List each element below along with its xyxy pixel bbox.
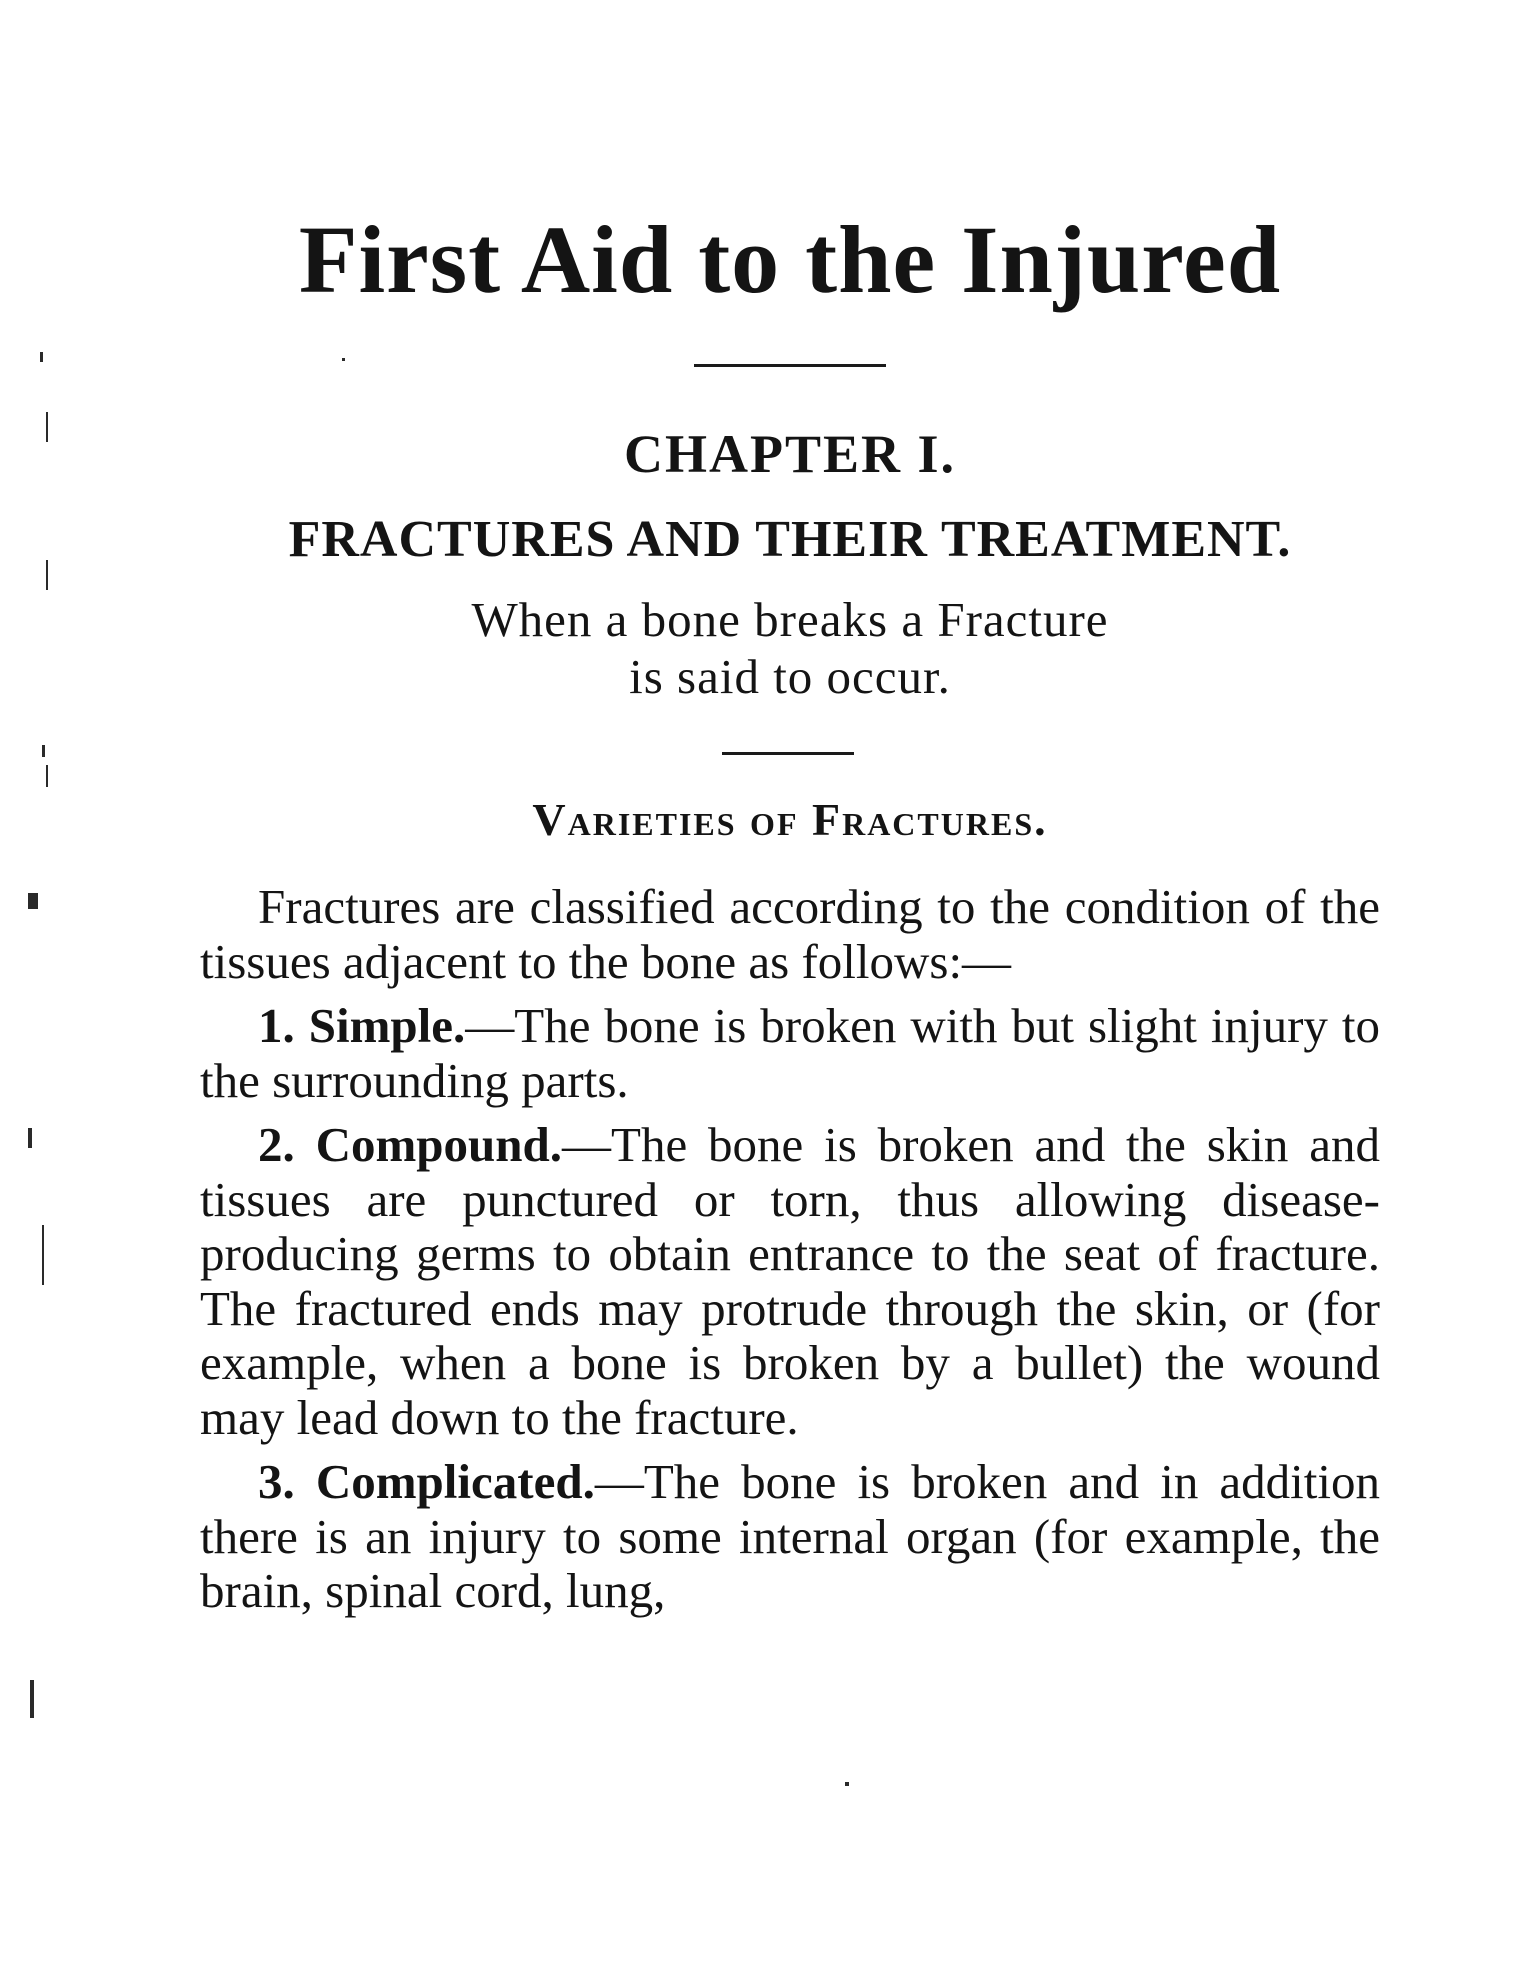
item-label: 1. Simple. — [258, 998, 466, 1053]
scan-speck — [42, 1225, 44, 1285]
definition-line-1: When a bone breaks a Fracture — [471, 592, 1109, 647]
scan-speck — [28, 1128, 32, 1148]
scan-speck — [342, 358, 345, 361]
scan-speck — [30, 1680, 34, 1718]
item-text: —The bone is broken and in addition there is an injury to some internal organ (for example, the brain, spinal cord, lung, — [200, 1454, 1380, 1618]
chapter-number: CHAPTER I. — [623, 424, 957, 484]
list-item-compound — [200, 1118, 1380, 1445]
section-title: Varieties of Fractures. — [532, 794, 1048, 845]
body-text — [200, 880, 1380, 1629]
scan-speck — [46, 412, 48, 442]
title-divider — [694, 364, 886, 367]
intro-paragraph: Fractures are classified according to the condition of the tissues adjacent to the bone as follows:— — [200, 879, 1380, 989]
item-text: —The bone is broken with but slight injury to the surrounding parts. — [200, 998, 1380, 1108]
item-label: 2. Compound. — [258, 1117, 563, 1172]
list-item-simple — [200, 999, 1380, 1108]
scan-speck — [28, 893, 38, 909]
item-label: 3. Complicated. — [258, 1454, 595, 1509]
scan-speck — [40, 352, 43, 362]
book-title: First Aid to the Injured — [298, 206, 1282, 313]
scan-speck — [845, 1782, 849, 1786]
scan-speck — [46, 560, 48, 590]
fracture-definition — [195, 591, 1385, 705]
list-item-complicated — [200, 1455, 1380, 1619]
scan-speck — [46, 765, 48, 787]
definition-line-2: is said to occur. — [629, 649, 951, 704]
section-divider — [722, 752, 854, 755]
scan-speck — [42, 745, 45, 757]
item-text: —The bone is broken and the skin and tissues are punctured or torn, thus allowing disease-producing germs to obtain entrance to the seat of fracture. The fractured ends may protrude through the skin, or (for example, when a bone is broken by a bullet) the wound may lead down to the fracture. — [200, 1117, 1380, 1445]
chapter-title: FRACTURES AND THEIR TREATMENT. — [288, 511, 1292, 568]
